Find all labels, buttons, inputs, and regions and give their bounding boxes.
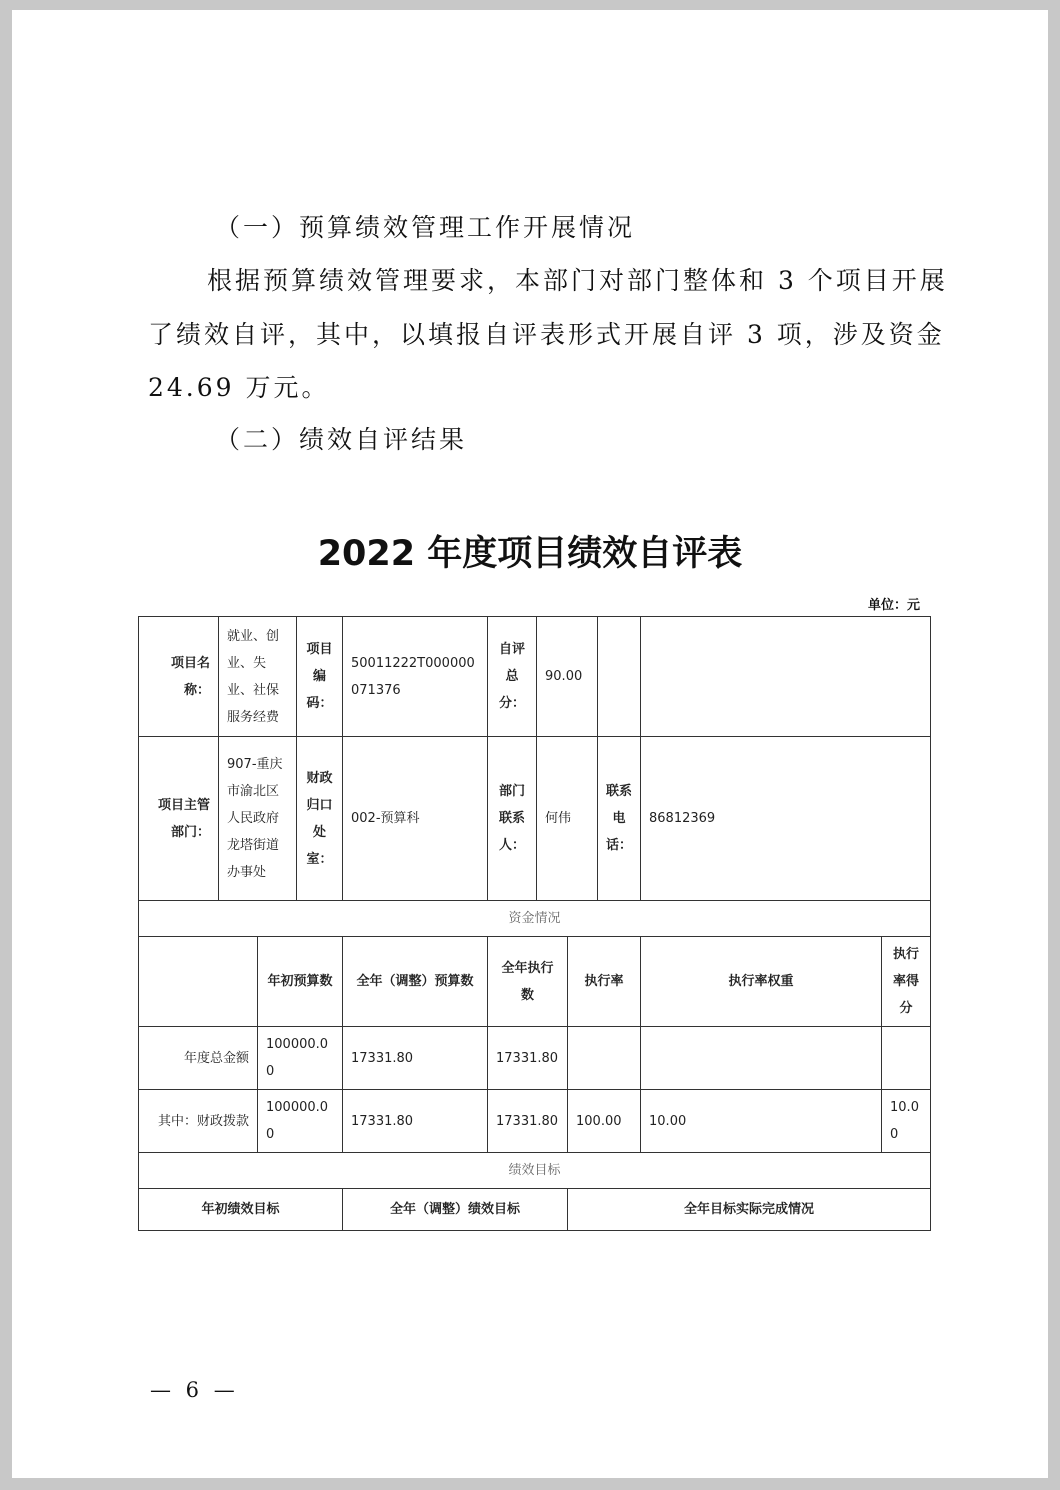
form-title: 2022 年度项目绩效自评表 bbox=[317, 534, 743, 574]
rate-value bbox=[568, 1027, 641, 1090]
project-name-label: 项目名称： bbox=[139, 617, 219, 737]
paragraph-line-1: 根据预算绩效管理要求，本部门对部门整体和 3 个项目开展 bbox=[207, 266, 948, 295]
paragraph-line-3: 24.69 万元。 bbox=[148, 373, 330, 402]
performance-section-label: 绩效目标 bbox=[139, 1153, 931, 1189]
project-code-value: 50011222T000000071376 bbox=[343, 617, 488, 737]
finance-office-label: 财政归口处室： bbox=[297, 737, 343, 901]
score-value: 10.00 bbox=[882, 1090, 931, 1153]
performance-header-initial: 年初绩效目标 bbox=[139, 1189, 343, 1231]
adjusted-budget-value: 17331.80 bbox=[343, 1090, 488, 1153]
score-value: 90.00 bbox=[537, 617, 598, 737]
rate-value: 100.00 bbox=[568, 1090, 641, 1153]
executed-value: 17331.80 bbox=[488, 1090, 568, 1153]
section-heading-1: （一）预算绩效管理工作开展情况 bbox=[215, 213, 636, 242]
adjusted-budget-value: 17331.80 bbox=[343, 1027, 488, 1090]
score-label: 自评总分： bbox=[488, 617, 537, 737]
department-label: 项目主管部门： bbox=[139, 737, 219, 901]
funds-header-executed: 全年执行数 bbox=[488, 937, 568, 1027]
funds-header-rate: 执行率 bbox=[568, 937, 641, 1027]
funds-header-score: 执行率得分 bbox=[882, 937, 931, 1027]
project-code-label: 项目编码： bbox=[297, 617, 343, 737]
performance-header-adjusted: 全年（调整）绩效目标 bbox=[343, 1189, 568, 1231]
unit-label: 单位：元 bbox=[867, 598, 920, 613]
performance-header-row bbox=[139, 1189, 931, 1231]
contact-label: 部门联系人： bbox=[488, 737, 537, 901]
funds-section-row bbox=[139, 901, 931, 937]
performance-section-row bbox=[139, 1153, 931, 1189]
row-label: 其中：财政拨款 bbox=[139, 1090, 258, 1153]
performance-header-actual: 全年目标实际完成情况 bbox=[568, 1189, 931, 1231]
paragraph-line-2: 了绩效自评，其中，以填报自评表形式开展自评 3 项，涉及资金 bbox=[148, 320, 945, 349]
funds-header-row bbox=[139, 937, 931, 1027]
funds-header-initial: 年初预算数 bbox=[258, 937, 343, 1027]
weight-value bbox=[641, 1027, 882, 1090]
project-name-row bbox=[139, 617, 931, 737]
phone-value: 86812369 bbox=[641, 737, 931, 901]
weight-value: 10.00 bbox=[641, 1090, 882, 1153]
empty-cell bbox=[598, 617, 641, 737]
self-evaluation-table bbox=[138, 616, 931, 1231]
empty-cell bbox=[139, 937, 258, 1027]
department-row bbox=[139, 737, 931, 901]
funds-section-label: 资金情况 bbox=[139, 901, 931, 937]
section-heading-2: （二）绩效自评结果 bbox=[215, 425, 468, 454]
phone-label: 联系电话： bbox=[598, 737, 641, 901]
project-name-value: 就业、创业、失业、社保服务经费 bbox=[219, 617, 297, 737]
funds-header-adjusted: 全年（调整）预算数 bbox=[343, 937, 488, 1027]
score-value bbox=[882, 1027, 931, 1090]
table-row bbox=[139, 1090, 931, 1153]
row-label: 年度总金额 bbox=[139, 1027, 258, 1090]
executed-value: 17331.80 bbox=[488, 1027, 568, 1090]
initial-budget-value: 100000.00 bbox=[258, 1027, 343, 1090]
contact-value: 何伟 bbox=[537, 737, 598, 901]
page-number: — 6 — bbox=[150, 1378, 239, 1402]
funds-header-weight: 执行率权重 bbox=[641, 937, 882, 1027]
finance-office-value: 002-预算科 bbox=[343, 737, 488, 901]
department-value: 907-重庆市渝北区人民政府龙塔街道办事处 bbox=[219, 737, 297, 901]
empty-cell bbox=[641, 617, 931, 737]
table-row bbox=[139, 1027, 931, 1090]
initial-budget-value: 100000.00 bbox=[258, 1090, 343, 1153]
